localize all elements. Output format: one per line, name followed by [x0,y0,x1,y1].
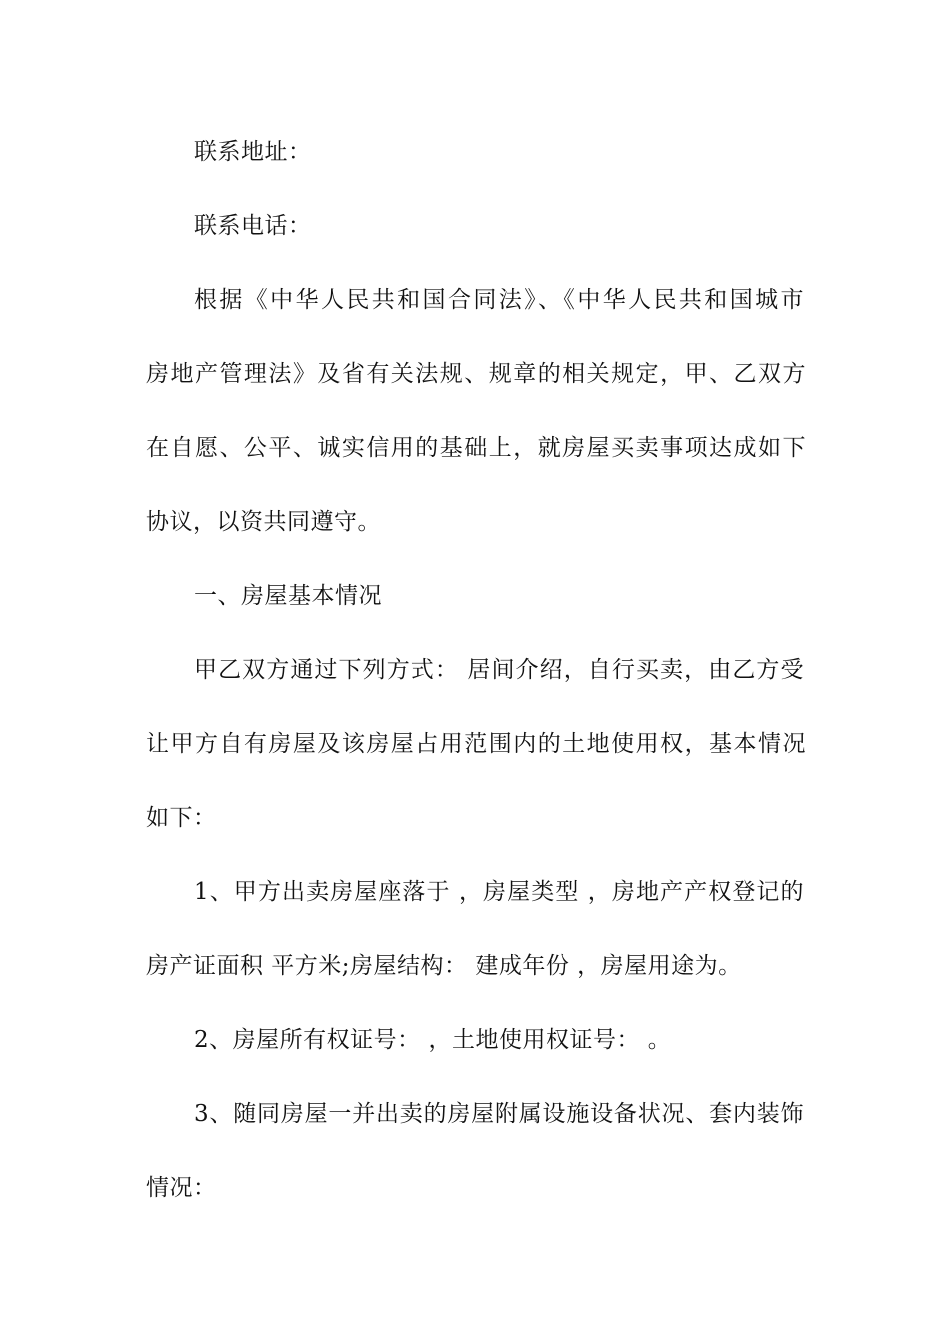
paragraph-line: 甲乙双方通过下列方式： 居间介绍，自行买卖，由乙方受 [194,657,804,683]
paragraph-line: 让甲方自有房屋及该房屋占用范围内的土地使用权，基本情况 [146,731,806,757]
clause-item: 2、房屋所有权证号： ，土地使用权证号： 。 [194,1027,672,1053]
clause-item-continuation: 房产证面积 平方米;房屋结构： 建成年份 ，房屋用途为。 [146,953,742,979]
clause-item-continuation: 情况： [146,1175,217,1201]
clause-item: 1、甲方出卖房屋座落于 ，房屋类型 ，房地产产权登记的 [194,879,804,905]
contact-address-label: 联系地址： [194,139,312,165]
paragraph-line: 在自愿、公平、诚实信用的基础上，就房屋买卖事项达成如下 [146,435,806,461]
paragraph-line: 根据《中华人民共和国合同法》、《中华人民共和国城市 [194,287,804,313]
paragraph-line: 协议，以资共同遵守。 [146,509,381,535]
paragraph-line: 房地产管理法》及省有关法规、规章的相关规定，甲、乙双方 [146,361,806,387]
paragraph-line: 如下： [146,805,217,831]
clause-item: 3、随同房屋一并出卖的房屋附属设施设备状况、套内装饰 [194,1101,804,1127]
contact-phone-label: 联系电话： [194,213,312,239]
section-heading: 一、房屋基本情况 [194,583,382,609]
